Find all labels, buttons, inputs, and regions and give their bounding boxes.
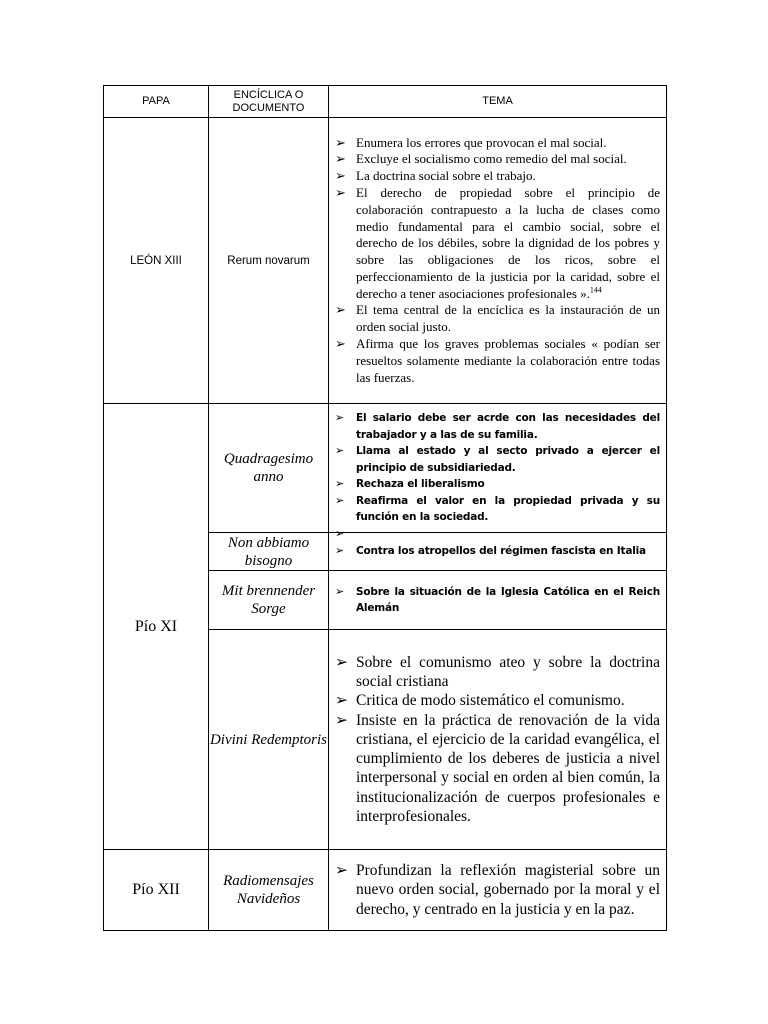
document-cell: Quadragesimo anno [209,404,329,533]
tema-list [329,541,666,562]
tema-list [329,859,666,921]
list-item: ➢ El tema central de la encíclica es la instauración de un orden social justo. [335,302,660,335]
tema-cell [329,404,667,540]
header-documento: ENCÍCLICA O DOCUMENTO [209,86,329,118]
arrow-bullet-icon: ➢ [335,584,345,598]
header-papa: PAPA [104,86,209,118]
arrow-bullet-icon: ➢ [335,184,346,200]
list-item: ➢ Contra los atropellos del régimen fascista en Italia [333,543,660,560]
arrow-bullet-icon: ➢ [335,654,348,672]
list-item: ➢ Reafirma el valor en la propiedad privada y su función en la sociedad. [335,493,660,524]
list-item: ➢ Llama al estado y al secto privado a ejercer el principio de subsidiariedad. [335,444,660,474]
table-row-pio-xi-quadragesimo [104,404,667,533]
arrow-bullet-icon: ➢ [335,493,345,507]
list-item: ➢ Critica de modo sistemático el comunismo. [335,692,625,710]
tema-cell [329,118,667,404]
arrow-bullet-icon: ➢ [335,544,345,558]
list-item: ➢ La doctrina social sobre el trabajo. [335,168,536,184]
table-row-leon-xiii [104,118,667,404]
tema-list [329,133,666,389]
footnote-ref: 144 [589,285,602,295]
document-cell: Mit brennender Sorge [209,571,329,630]
tema-list [329,408,666,540]
tema-cell [329,571,667,630]
list-item: ➢ El derecho de propiedad sobre el principio de colaboración contrapuesto a la lucha de clases como medio fundamental para el cambio social, sobre el derecho de los débiles, sobre la dignidad de los pobres y sobre las obligaciones de los ricos, sobre el perfeccionamiento de la justicia por la caridad, sobre el derecho a tener asociaciones profesionales ».$^{144}$ [335,184,660,301]
arrow-bullet-icon: ➢ [335,336,346,352]
arrow-bullet-icon: ➢ [335,526,345,540]
tema-cell [329,850,667,931]
papa-cell: LEÓN XIII [104,118,209,404]
arrow-bullet-icon: ➢ [335,151,346,167]
arrow-bullet-icon: ➢ [335,692,348,710]
list-item: ➢ Sobre el comunismo ateo y sobre la doctrina social cristiana [335,654,660,691]
tema-cell [329,533,667,571]
arrow-bullet-icon: ➢ [335,444,345,458]
table-row-pio-xii [104,850,667,931]
arrow-bullet-icon: ➢ [335,411,345,425]
document-cell: Divini Redemptoris [209,630,329,850]
arrow-bullet-icon: ➢ [335,302,346,318]
list-item: ➢ Enumera los errores que provocan el mal social. [335,134,607,150]
header-row [104,86,667,118]
list-item: ➢ El salario debe ser acrde con las necesidades del trabajador y a las de su familia. [335,411,660,441]
list-item: ➢ Insiste en la práctica de renovación de la vida cristiana, el ejercicio de la caridad evangélica, el cumplimiento de los deberes de justicia a nivel interpersonal y social en orden al bien común, la institucionalización de cuerpos profesionales e interprofesionales. [335,711,660,825]
list-item: ➢ Sobre la situación de la Iglesia Católica en el Reich Alemán [335,584,660,614]
tema-list [329,651,666,828]
document-cell: Rerum novarum [209,118,329,404]
arrow-bullet-icon: ➢ [335,711,348,729]
arrow-bullet-icon: ➢ [335,477,345,491]
arrow-bullet-icon: ➢ [335,134,346,150]
header-tema: TEMA [329,86,667,118]
encyclicals-table [103,85,667,931]
document-cell: Non abbiamo bisogno [209,533,329,571]
document-cell: Radiomensajes Navideños [209,850,329,931]
papa-cell: Pío XI [104,404,209,850]
list-item: ➢ Excluye el socialismo como remedio del mal social. [335,151,627,167]
papa-cell: Pío XII [104,850,209,931]
arrow-bullet-icon: ➢ [335,168,346,184]
list-item: ➢ Afirma que los graves problemas sociales « podían ser resueltos solamente mediante la colaboración entre todas las fuerzas. [335,336,660,385]
tema-list [329,582,666,619]
list-item: ➢ Rechaza el liberalismo [333,476,660,493]
arrow-bullet-icon: ➢ [335,862,348,880]
tema-cell [329,630,667,850]
list-item: ➢ Profundizan la reflexión magisterial sobre un nuevo orden social, gobernado por la moral y el derecho, y centrado en la justicia y en la paz. [335,862,660,918]
